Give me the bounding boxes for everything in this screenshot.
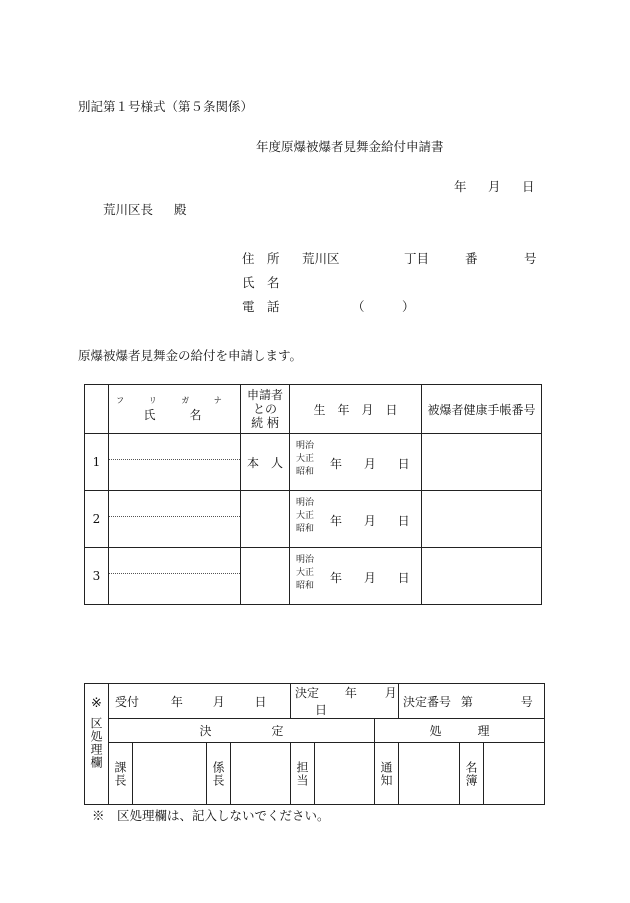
row-number: 2 xyxy=(85,491,109,548)
relation-cell[interactable] xyxy=(241,491,290,548)
table-row xyxy=(85,548,542,605)
birth-ymd: 年 月 日 xyxy=(330,514,410,528)
name-input-cell[interactable] xyxy=(109,548,241,605)
stamp-box-kacho[interactable] xyxy=(133,743,207,805)
decision-number-cell[interactable] xyxy=(399,684,545,719)
stamp-label-kakaricho: 係長 xyxy=(207,743,231,805)
application-statement: 原爆被爆者見舞金の給付を申請します。 xyxy=(78,348,303,363)
birth-ymd: 年 月 日 xyxy=(330,571,410,585)
header-name xyxy=(109,385,241,434)
address-ward: 荒川区 xyxy=(302,251,340,266)
date-year-label: 年 xyxy=(454,179,467,194)
receipt-year: 年 xyxy=(170,694,183,709)
decision-header: 決 定 xyxy=(109,719,375,743)
address-go: 号 xyxy=(524,251,537,266)
header-relation xyxy=(241,385,290,434)
era-meiji: 明治 xyxy=(296,441,315,451)
office-side-cell xyxy=(85,684,109,805)
header-name-label: 氏名 xyxy=(143,407,236,422)
form-label: 別記第１号様式（第５条関係） xyxy=(78,99,254,114)
office-use-table xyxy=(84,683,545,805)
handbook-number-cell[interactable] xyxy=(422,548,542,605)
date-month-label: 月 xyxy=(488,179,501,194)
address-chome: 丁目 xyxy=(404,251,430,266)
receipt-cell[interactable] xyxy=(109,684,291,719)
office-side-label: 区処理欄 xyxy=(89,717,103,769)
decision-year: 年 xyxy=(344,686,357,700)
decision-day: 日 xyxy=(315,703,328,717)
office-row-stamps xyxy=(85,743,545,805)
relation-cell[interactable] xyxy=(241,548,290,605)
address-ban: 番 xyxy=(465,251,478,266)
era-meiji: 明治 xyxy=(296,555,315,565)
stamp-box-meibo[interactable] xyxy=(484,743,545,805)
era-taisho: 大正 xyxy=(296,568,315,578)
birth-cell[interactable] xyxy=(290,434,422,491)
handbook-number-cell[interactable] xyxy=(422,491,542,548)
birth-cell[interactable] xyxy=(290,548,422,605)
table-row xyxy=(85,491,542,548)
applicant-table xyxy=(84,384,542,605)
header-birth: 生 年 月 日 xyxy=(290,385,422,434)
era-taisho: 大正 xyxy=(296,454,315,464)
name-label: 氏 名 xyxy=(242,275,280,290)
name-input-cell[interactable] xyxy=(109,434,241,491)
stamp-label-meibo: 名簿 xyxy=(460,743,484,805)
office-row-receipt xyxy=(85,684,545,719)
date-day-label: 日 xyxy=(522,179,535,194)
decision-number-label: 決定番号 xyxy=(403,694,452,709)
decision-label: 決定 xyxy=(295,686,320,700)
stamp-label-tanto: 担当 xyxy=(291,743,315,805)
birth-ymd: 年 月 日 xyxy=(330,457,410,471)
processing-header: 処 理 xyxy=(375,719,545,743)
office-row-headers xyxy=(85,719,545,743)
decision-month: 月 xyxy=(384,686,397,700)
footnote: ※ 区処理欄は、記入しないでください。 xyxy=(92,808,330,823)
stamp-label-tsuchi: 通知 xyxy=(375,743,399,805)
stamp-box-kakaricho[interactable] xyxy=(231,743,291,805)
office-mark: ※ xyxy=(91,696,102,711)
era-showa: 昭和 xyxy=(296,581,315,591)
era-showa: 昭和 xyxy=(296,524,315,534)
stamp-box-tsuchi[interactable] xyxy=(399,743,460,805)
header-relation-line-3: 続 柄 xyxy=(251,416,279,430)
receipt-month: 月 xyxy=(212,694,225,709)
era-showa: 昭和 xyxy=(296,467,315,477)
table-row xyxy=(85,434,542,491)
decision-number-dai: 第 xyxy=(460,694,473,709)
row-number: 3 xyxy=(85,548,109,605)
header-relation-line-1: 申請者 xyxy=(246,388,283,402)
phone-label: 電 話 xyxy=(242,299,280,314)
stamp-box-tanto[interactable] xyxy=(315,743,375,805)
name-input-cell[interactable] xyxy=(109,491,241,548)
era-taisho: 大正 xyxy=(296,511,315,521)
decision-number-go: 号 xyxy=(520,694,533,709)
address-label: 住 所 xyxy=(242,251,280,266)
relation-cell[interactable]: 本 人 xyxy=(241,434,290,491)
header-handbook: 被爆者健康手帳番号 xyxy=(422,385,542,434)
decision-date-cell[interactable] xyxy=(291,684,399,719)
header-blank xyxy=(85,385,109,434)
header-furigana: フ リ ガ ナ xyxy=(116,395,233,405)
header-relation-line-2: との xyxy=(252,402,277,416)
addressee-honorific: 殿 xyxy=(174,202,187,217)
handbook-number-cell[interactable] xyxy=(422,434,542,491)
row-number: 1 xyxy=(85,434,109,491)
table-header-row xyxy=(85,385,542,434)
receipt-day: 日 xyxy=(254,694,267,709)
era-meiji: 明治 xyxy=(296,498,315,508)
receipt-label: 受付 xyxy=(115,694,140,709)
form-title: 年度原爆被爆者見舞金給付申請書 xyxy=(256,139,444,154)
stamp-label-kacho: 課長 xyxy=(109,743,133,805)
addressee-name: 荒川区長 xyxy=(103,202,154,217)
birth-cell[interactable] xyxy=(290,491,422,548)
phone-parentheses: （ ） xyxy=(352,299,415,314)
